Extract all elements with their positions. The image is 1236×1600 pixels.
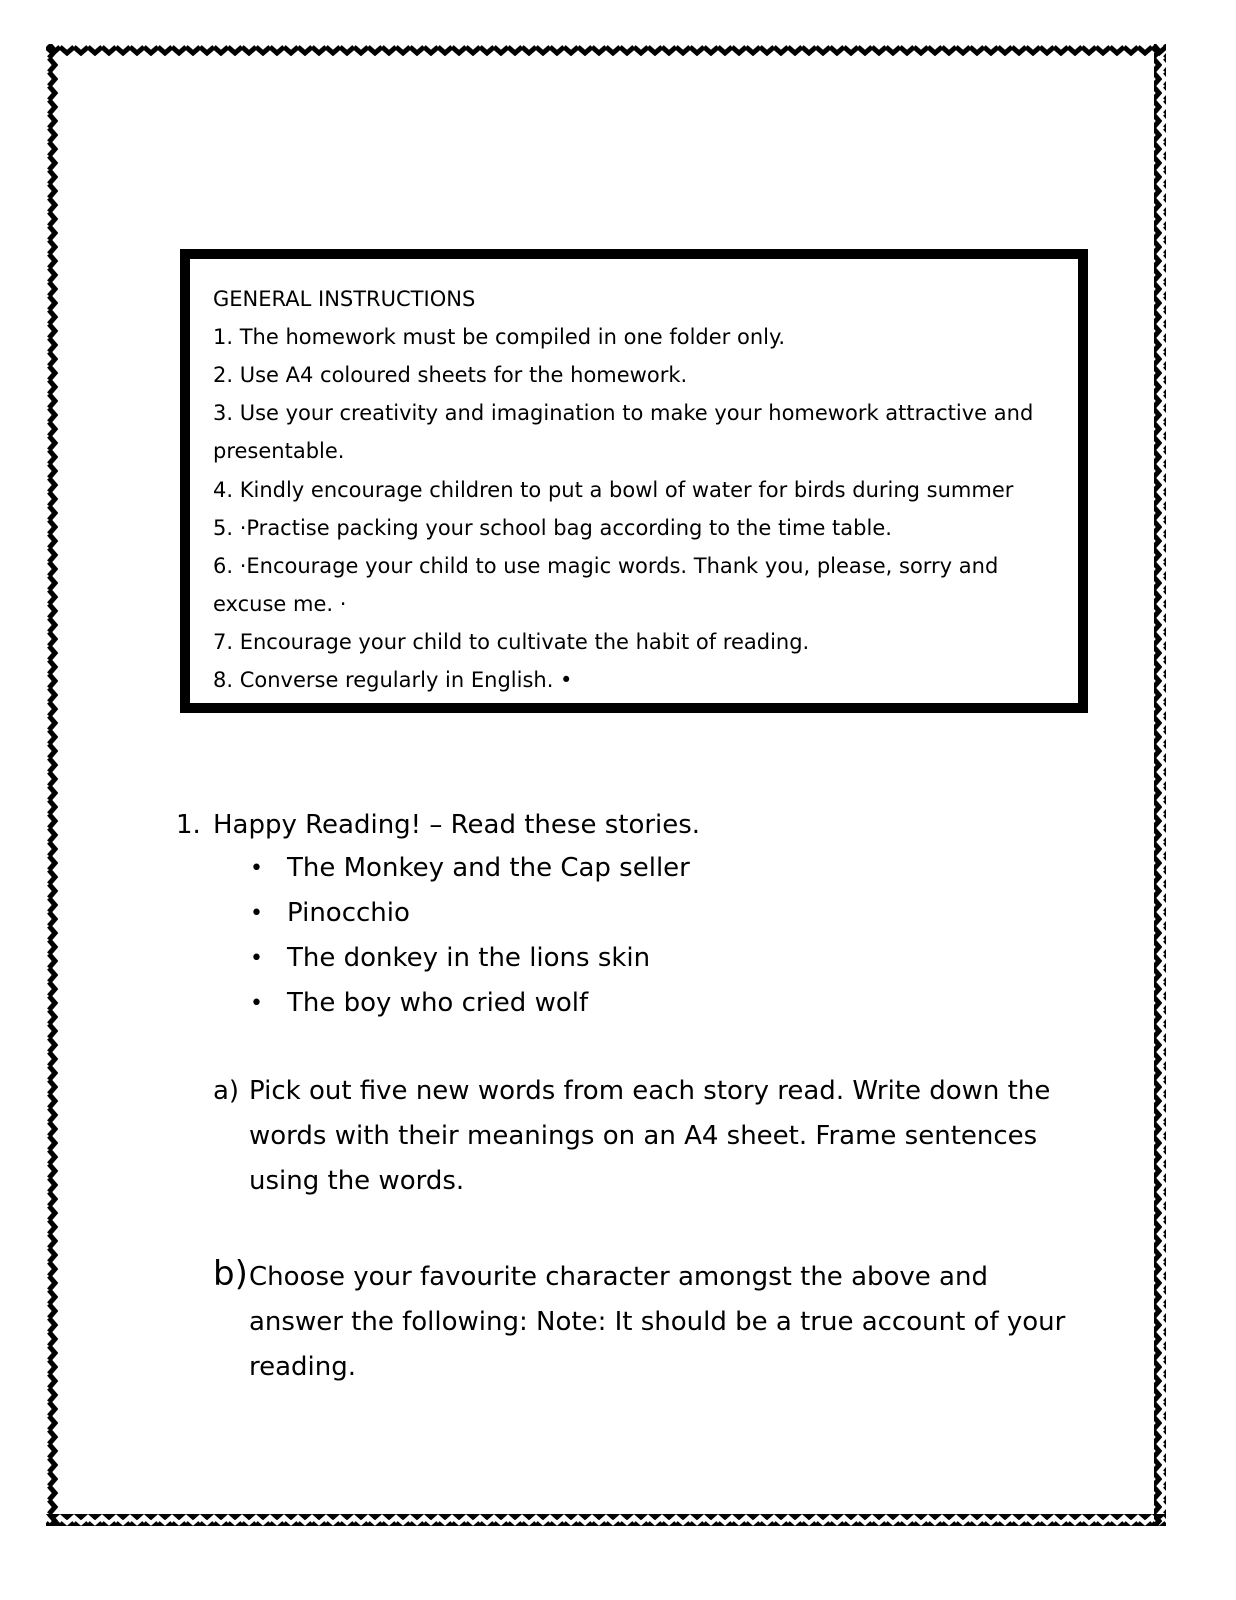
part-a-line: using the words.	[249, 1166, 465, 1196]
part-b-line: reading.	[249, 1352, 357, 1382]
instruction-line: 4. Kindly encourage children to put a bowl of water for birds during summer	[213, 478, 1014, 502]
story-item: The donkey in the lions skin	[287, 943, 651, 973]
instruction-line: 3. Use your creativity and imagination to make your homework attractive and	[213, 401, 1034, 425]
bullet-icon: •	[250, 991, 263, 1016]
story-item: The Monkey and the Cap seller	[287, 853, 690, 883]
task-title: Happy Reading! – Read these stories.	[213, 810, 701, 840]
story-item: Pinocchio	[287, 898, 410, 928]
bullet-icon: •	[250, 946, 263, 971]
bullet-icon: •	[250, 856, 263, 881]
part-b-label: b)	[213, 1254, 248, 1294]
part-a-label: a)	[213, 1076, 240, 1106]
instructions-heading: GENERAL INSTRUCTIONS	[213, 287, 476, 311]
instruction-line: presentable.	[213, 439, 345, 463]
part-a-line: words with their meanings on an A4 sheet. Frame sentences	[249, 1121, 1038, 1151]
instruction-line: 1. The homework must be compiled in one folder only.	[213, 325, 786, 349]
story-item: The boy who cried wolf	[287, 988, 589, 1018]
instruction-line: 7. Encourage your child to cultivate the habit of reading.	[213, 630, 810, 654]
part-b-line: Choose your favourite character amongst the above and	[249, 1262, 988, 1292]
general-instructions-box	[180, 249, 1088, 713]
part-a-line: Pick out five new words from each story read. Write down the	[249, 1076, 1051, 1106]
bullet-icon: •	[250, 901, 263, 926]
instruction-line: 8. Converse regularly in English. •	[213, 668, 573, 692]
instruction-line: 2. Use A4 coloured sheets for the homework.	[213, 363, 688, 387]
instruction-line: 6. ·Encourage your child to use magic words. Thank you, please, sorry and	[213, 554, 999, 578]
part-b-line: answer the following: Note: It should be a true account of your	[249, 1307, 1066, 1337]
instruction-line: 5. ·Practise packing your school bag according to the time table.	[213, 516, 892, 540]
task-number: 1.	[176, 810, 201, 840]
instruction-line: excuse me. ·	[213, 592, 347, 616]
